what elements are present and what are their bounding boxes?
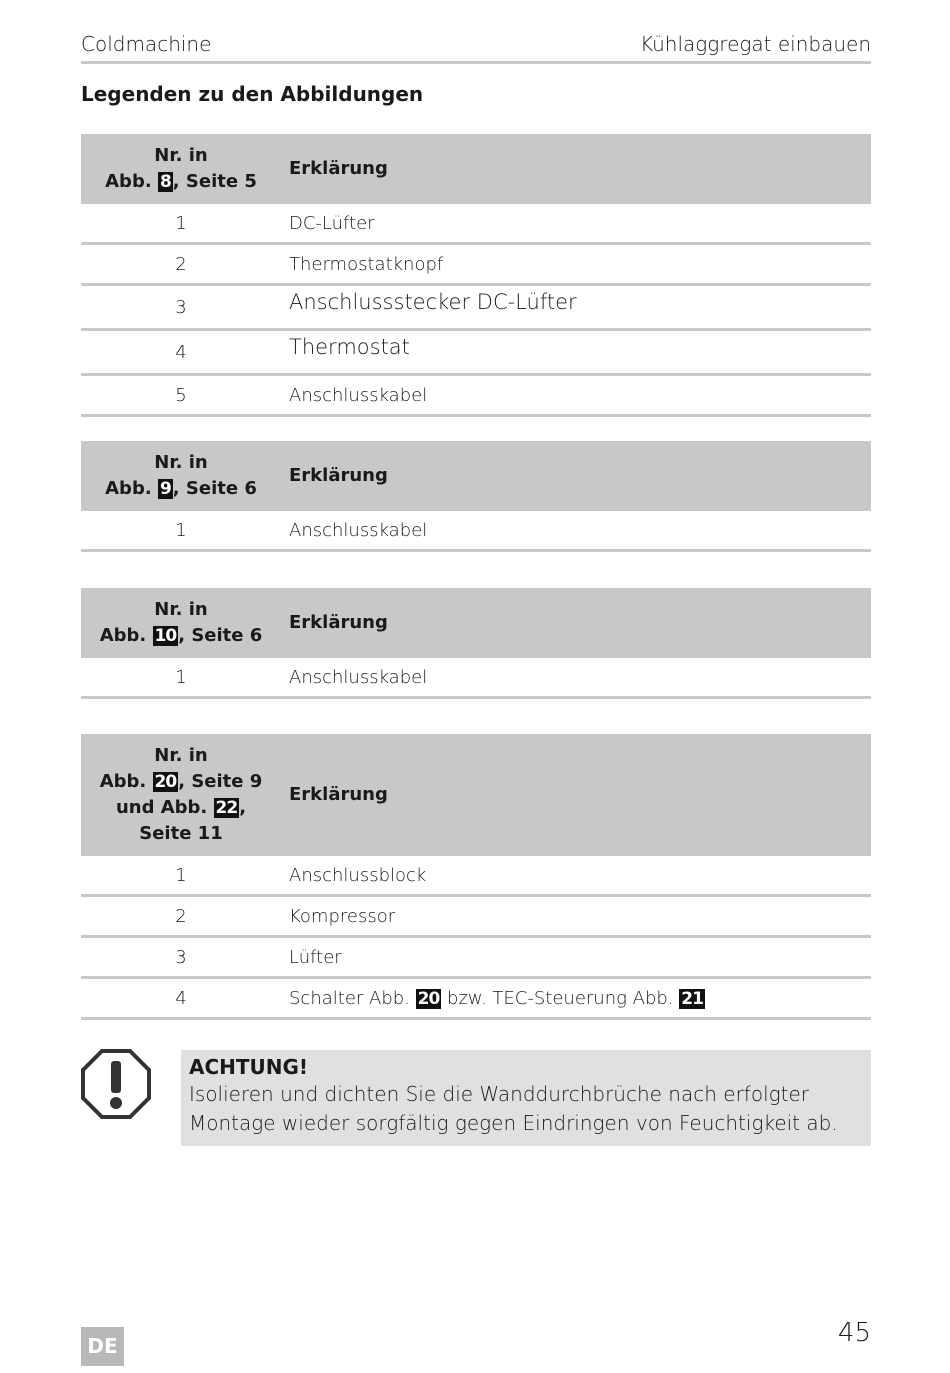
column-header-nr <box>81 134 281 204</box>
header-product: Coldmachine <box>81 32 212 56</box>
page-header <box>81 30 871 64</box>
header-line: Nr. in <box>154 145 208 166</box>
column-header-erklaerung: Erklärung <box>281 441 871 511</box>
header-line: Abb. 10 , Seite 6 <box>99 625 263 646</box>
table-row <box>81 937 871 978</box>
table-row <box>81 978 871 1019</box>
figure-ref: 10 <box>154 626 177 646</box>
warning-octagon-icon <box>80 1048 152 1120</box>
warning-text-line: Montage wieder sorgfältig gegen Eindringen von Feuchtigkeit ab. <box>189 1111 838 1135</box>
legend-table-abb-9 <box>81 441 871 552</box>
header-line: Abb. 20 , Seite 9 <box>99 771 263 792</box>
row-number: 1 <box>81 856 281 896</box>
header-line: und Abb. 22 , <box>115 797 247 818</box>
table-header-row <box>81 134 871 204</box>
row-text: Anschlussblock <box>281 856 871 896</box>
column-header-nr <box>81 734 281 856</box>
column-header-nr <box>81 441 281 511</box>
header-line: Nr. in <box>154 452 208 473</box>
warning-text-line: Isolieren und dichten Sie die Wanddurchbrüche nach erfolgter <box>189 1082 809 1106</box>
header-line: Abb. 8 , Seite 5 <box>105 171 257 192</box>
figure-ref: 20 <box>417 988 440 1009</box>
row-text: Schalter Abb. 20 bzw. TEC-Steuerung Abb. 21 <box>281 978 871 1019</box>
row-number: 5 <box>81 375 281 416</box>
legend-table-abb-20-22 <box>81 734 871 1020</box>
page-number: 45 <box>837 1318 871 1348</box>
row-number: 1 <box>81 658 281 698</box>
table-row <box>81 658 871 698</box>
warning-title: ACHTUNG! <box>189 1055 309 1079</box>
row-number: 2 <box>81 896 281 937</box>
header-line: Seite 11 <box>139 823 223 844</box>
legend-table-abb-10 <box>81 588 871 699</box>
header-line: Nr. in <box>154 599 208 620</box>
figure-ref: 9 <box>159 479 171 499</box>
row-text: Lüfter <box>281 937 871 978</box>
row-text: Anschlusskabel <box>281 511 871 551</box>
row-text: Anschlussstecker DC-Lüfter <box>281 285 871 330</box>
header-chapter: Kühlaggregat einbauen <box>640 32 871 56</box>
table-row <box>81 204 871 244</box>
figure-ref: 21 <box>681 988 703 1009</box>
row-text: Anschlusskabel <box>281 375 871 416</box>
column-header-nr <box>81 588 281 658</box>
table-header-row <box>81 441 871 511</box>
table-row <box>81 511 871 551</box>
row-text: DC-Lüfter <box>281 204 871 244</box>
table-row <box>81 244 871 285</box>
table-row <box>81 896 871 937</box>
row-number: 4 <box>81 978 281 1019</box>
column-header-erklaerung: Erklärung <box>281 734 871 856</box>
warning-box <box>181 1050 871 1146</box>
language-badge: DE <box>81 1327 124 1366</box>
legend-table-abb-8 <box>81 134 871 417</box>
row-text: Thermostat <box>281 330 871 375</box>
table-header-row <box>81 734 871 856</box>
figure-ref: 22 <box>215 798 238 818</box>
row-text: Thermostatknopf <box>281 244 871 285</box>
table-header-row <box>81 588 871 658</box>
table-row <box>81 285 871 330</box>
table-row <box>81 375 871 416</box>
figure-ref: 20 <box>154 772 177 792</box>
row-number: 3 <box>81 937 281 978</box>
section-title: Legenden zu den Abbildungen <box>81 82 424 106</box>
row-text: Kompressor <box>281 896 871 937</box>
row-text: Anschlusskabel <box>281 658 871 698</box>
figure-ref: 8 <box>159 172 171 192</box>
row-number: 4 <box>81 330 281 375</box>
row-number: 2 <box>81 244 281 285</box>
column-header-erklaerung: Erklärung <box>281 588 871 658</box>
row-number: 1 <box>81 204 281 244</box>
header-line: Abb. 9 , Seite 6 <box>105 478 257 499</box>
table-row <box>81 856 871 896</box>
table-row <box>81 330 871 375</box>
header-line: Nr. in <box>154 745 208 766</box>
row-number: 3 <box>81 285 281 330</box>
column-header-erklaerung: Erklärung <box>281 134 871 204</box>
row-number: 1 <box>81 511 281 551</box>
